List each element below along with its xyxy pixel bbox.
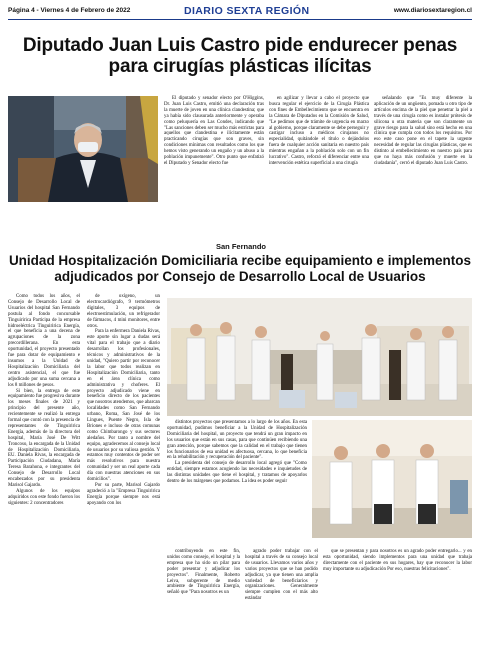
article2-col5: agrado poder trabajar con el hospital a través de su consejo local de usuarios. Llevamos varios años y varios proyectos que se han podido adjudicar, ya que tienen una amplia variedad de beneficiarios y organizaciones. Generalmente siempre cumplen con el más alto estándar	[245, 549, 318, 602]
page-header	[8, 4, 472, 20]
photo-castro	[8, 96, 158, 202]
article2-col2: de oxígeno, un electrocardiógrafo, 9 termómetros digitales, 3 equipos de electroestimulación, un refrigerador de fármacos, 4 mini monitores, entre otros. Para la enfermera Daniela Rivas, este aporte sin lugar a dudas será vital para el trabajo que a diario desarrollan los profesionales, técnicos y administrativos de la unidad, "Quiero partir por reconocer la labor que todos realizan en Hospitalización Domiciliaria, tanto en el área clínica como administrativa y choferes. El proyecto adjudicado viene en beneficio directo de los pacientes que nosotros atendemos, que abarcan localidades como San Fernando urbano, Roma, San José de los Lingues, Puente Negro, Isla de Briones e incluso de otras comunas como Chimbarongo y sus sectores aledaños. Por tanto a nombre del equipo, agradecemos al consejo local de usuarios por su valiosa gestión. Y estamos muy contentos de poder ser más resolutivos para nuestra comunidad y ser un real aporte cada día con nuestras atenciones en sus domicilios". Por su parte, Marisol Gajardo agradeció a la "Empresa Tinguiririca Energía porque siempre nos está apoyando con los	[87, 294, 160, 506]
headline-hospital: Unidad Hospitalización Domiciliaria recibe equipamiento e implementos adjudicados por Consejo de Desarrollo Local de Usuarios	[8, 253, 472, 284]
article1-col2: en agilizar y llevar a cabo el proyecto que busca regular el ejercicio de la Cirugía Plástica con fines de Embellecimiento que se encuentra en la Cámara de Diputados en la Comisión de Salud, "Le pedimos que de trámite de urgencia en marzo al gobierno, porque claramente se debe perseguir y castigar incluso a médicos cirujanos no especialidad, quitándole el título o dejándolos fuera de cualquier acción sanitaria en nuestro país mientras engañan a la población solo con un fin lucrativo". Castro, reforzó el diferenciar entre una intervención estética superficial a una cirugía	[269, 96, 369, 166]
article1-col1: El diputado y senador electo por O'Higgins, Dr. Juan Luis Castro, emitió una declaración tras la muerte de joven en una clínica clandestina; que ya había sido clausurada anteriormente y operaba como peluquería en Las Condes, indicando que "Las sanciones deben ser mucho más estrictas para aquellos que clandestina e ilícitamente están practicando cirugías que son graves, sin condiciones mínimas con resultados como los que hemos visto generando un engaño y un abuso a la población impunemente". Otro punto que enfatizó el Diputado y Senador electo fue	[164, 96, 264, 166]
headline-castro: Diputado Juan Luis Castro pide endurecer penas para cirugías plásticas ilícitas	[22, 35, 458, 77]
photo-equipment-delivery	[312, 420, 472, 538]
article2-col4: contribuyendo en este fin, unidos como consejo, el hospital y la empresa que ha sido un pilar para poder presentar y adjudicar los proyectos". Finalmente, Roberto Leiva, subgerente de medio ambiente de Tinguiririca Energía, señaló que "Para nosotros es un	[167, 549, 240, 596]
article2-col3: distintos proyectos que presentamos a lo largo de los años. En esta oportunidad, pudimos beneficiar a la Unidad de Hospitalización Domiciliaria del hospital, un proyecto que tendrá un gran impacto en los usuarios que están en sus casas, para que continúen recibiendo una gran atención, porque sabemos que la calidad en el trabajo que tienen los funcionarios de esa unidad es afectuosa, cercana, lo que beneficia en la rehabilitación y recuperación del paciente". La presidenta del consejo de desarrollo local agregó que "Como entidad, siempre estamos acogiendo las necesidades e inquietudes de las distintas unidades que tiene el hospital, y tratamos de apoyarlos dentro de los márgenes que podamos. La idea es poder seguir	[167, 420, 307, 485]
masthead: DIARIO SEXTA REGIÓN	[184, 5, 310, 17]
photo-hospital-team	[167, 298, 472, 416]
article2-col6: que se presentan y para nosotros es un agrado poder entregarlo... y en esta oportunidad, siendo implementos para una unidad que trabaja directamente con el paciente en sus hogares, hay que reconocer la labor muy importante su adjudicación Por eso, nuestras felicitaciones".	[323, 549, 472, 572]
website-url[interactable]: www.diariosextaregion.cl	[393, 7, 472, 14]
article1-col3: señalando que "Es muy diferente la aplicación de un ungüento, pomada u otro tipo de artículos encima de la piel que penetrar la piel a través de una cirugía como es instalar prótesis de silicona u otra materia que son claramente un grave riesgo para la salud sino está hecho en una clínica que cumpla con todos los requisitos. Por eso este caso pone en el tapete la urgente necesidad de regular las cirugías plásticas, que es distinto al embellecimiento en nuestro país para que no haya más confusión y muerte en la ciudadanía", cerró el diputado Juan Luis Castro.	[374, 96, 472, 166]
article2-col1: Como todos los años, el Consejo de Desarrollo Local de Usuarios del hospital San Fernando postula al fondo concursable Tinguiririca Participa de la empresa hidroeléctrica Tinguiririca Energía, el que beneficia a una decena de agrupaciones de la zona precordillerana. En esta oportunidad, el proyecto presentado fue para dotar de equipamiento e insumos a la Unidad de Hospitalización Domiciliaria del centro asistencial, el que fue adjudicado por una suma cercana a los 8 millones de pesos. Si bien, la entrega de este equipamiento fue progresiva durante los meses finales de 2021 y principio del presente año, recientemente se realizó la entrega formal que contó con la presencia de representantes de Tinguiririca Energía, además de la directora del hospital, María José De Witt Troncoso, la encargada de la Unidad de Hospitalización Domiciliaria, EU. Daniela Rivas, la encargada de Participación Ciudadana, María Teresa Barahona, e integrantes del Consejo de Desarrollo Local encabezados por su presidenta Marisol Gajardo. Algunos de los equipos adquiridos con este fondo fueron los siguientes: 2 concentradores	[8, 294, 80, 506]
section-label: San Fernando	[216, 242, 267, 251]
page-date: Página 4 - Viernes 4 de Febrero de 2022	[8, 7, 131, 14]
